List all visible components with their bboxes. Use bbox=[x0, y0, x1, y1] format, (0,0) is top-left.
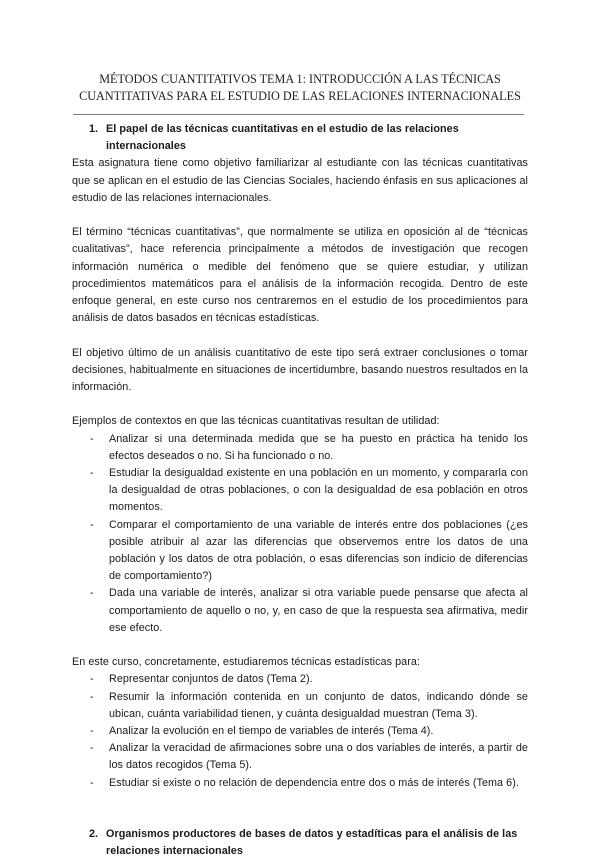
paragraph-definition: El término “técnicas cuantitativas”, que normalmente se utiliza en oposición al de “técnicas cualitativas”, hace referencia principalmente a métodos de investigación que recogen información numérica o medible del fenómeno que se quiere estudiar, y utilizan procedimientos matemáticos para el análisis de la información recogida. Dentro de este enfoque general, en este curso nos centraremos en el estudio de los procedimientos para análisis de datos basados en técnicas estadísticas. bbox=[72, 226, 528, 325]
section-2-heading bbox=[72, 826, 528, 860]
title-divider bbox=[73, 114, 524, 115]
course-item-text: Resumir la información contenida en un conjunto de datos, indicando dónde se ubican, cuánta variabilidad tienen, y cuánta desigualdad muestran (Tema 3). bbox=[109, 690, 528, 720]
dash-bullet: - bbox=[90, 432, 94, 445]
list-item bbox=[72, 465, 528, 517]
paragraph-course-intro: En este curso, concretamente, estudiaremos técnicas estadísticas para: bbox=[72, 656, 420, 669]
dash-bullet: - bbox=[90, 518, 94, 531]
paragraph-intro: Esta asignatura tiene como objetivo familiarizar al estudiante con las técnicas cuantitativas que se aplican en el estudio de las Ciencias Sociales, haciendo énfasis en sus aplicaciones al estudio de las relaciones internacionales. bbox=[72, 157, 528, 204]
list-item bbox=[72, 723, 528, 740]
course-item-text: Analizar la evolución en el tiempo de variables de interés (Tema 4). bbox=[109, 725, 434, 738]
example-text: Estudiar la desigualdad existente en una población en un momento, y compararla con la desigualdad de otras poblaciones, o con la desigualdad de esa población en otros momentos. bbox=[109, 467, 528, 514]
section-2-title: Organismos productores de bases de datos y estadíticas para el análisis de las relaciones internacionales bbox=[106, 828, 518, 858]
list-item bbox=[72, 689, 528, 723]
dash-bullet: - bbox=[90, 776, 94, 789]
list-item bbox=[72, 431, 528, 465]
course-item-text: Estudiar si existe o no relación de dependencia entre dos o más de interés (Tema 6). bbox=[109, 776, 519, 789]
list-item bbox=[72, 740, 528, 774]
dash-bullet: - bbox=[90, 467, 94, 480]
list-item bbox=[72, 517, 528, 586]
dash-bullet: - bbox=[90, 587, 94, 600]
section-1-number: 1. bbox=[89, 123, 99, 135]
section-1-title: El papel de las técnicas cuantitativas en el estudio de las relaciones internacionales bbox=[106, 123, 459, 153]
example-text: Analizar si una determinada medida que se ha puesto en práctica ha tenido los efectos deseados o no. Si ha funcionado o no. bbox=[109, 432, 528, 462]
document-body bbox=[72, 121, 528, 861]
dash-bullet: - bbox=[90, 742, 94, 755]
example-text: Dada una variable de interés, analizar si otra variable puede pensarse que afecta al comportamiento de aquello o no, y, en caso de que la respuesta sea afirmativa, medir ese efecto. bbox=[109, 587, 528, 634]
dash-bullet: - bbox=[90, 725, 94, 738]
document-title-line-2: CUANTITATIVAS PARA EL ESTUDIO DE LAS RELACIONES INTERNACIONALES bbox=[79, 89, 521, 103]
section-1-heading bbox=[72, 121, 528, 155]
examples-list bbox=[72, 431, 528, 637]
course-topics-list bbox=[72, 671, 528, 791]
paragraph-examples-intro: Ejemplos de contextos en que las técnicas cuantitativas resultan de utilidad: bbox=[72, 415, 440, 428]
list-item bbox=[72, 585, 528, 637]
document-title-line-1: MÉTODOS CUANTITATIVOS TEMA 1: INTRODUCCIÓN A LAS TÉCNICAS bbox=[99, 72, 501, 86]
list-item bbox=[72, 671, 528, 688]
course-item-text: Representar conjuntos de datos (Tema 2). bbox=[109, 673, 313, 686]
paragraph-objective: El objetivo último de un análisis cuantitativo de este tipo será extraer conclusiones o tomar decisiones, habitualmente en situaciones de incertidumbre, basando nuestros resultados en la información. bbox=[72, 346, 528, 394]
dash-bullet: - bbox=[90, 673, 94, 686]
course-item-text: Analizar la veracidad de afirmaciones sobre una o dos variables de interés, a partir de los datos recogidos (Tema 5). bbox=[109, 742, 528, 772]
list-item bbox=[72, 775, 528, 792]
example-text: Comparar el comportamiento de una variable de interés entre dos poblaciones (¿es posible atribuir al azar las diferencias que observemos entre los datos de una población y los datos de otra población, o esas diferencias son indicio de diferencias de comportamiento?) bbox=[109, 518, 528, 583]
section-2-number: 2. bbox=[89, 828, 99, 841]
dash-bullet: - bbox=[90, 690, 94, 703]
document-title bbox=[70, 71, 530, 105]
